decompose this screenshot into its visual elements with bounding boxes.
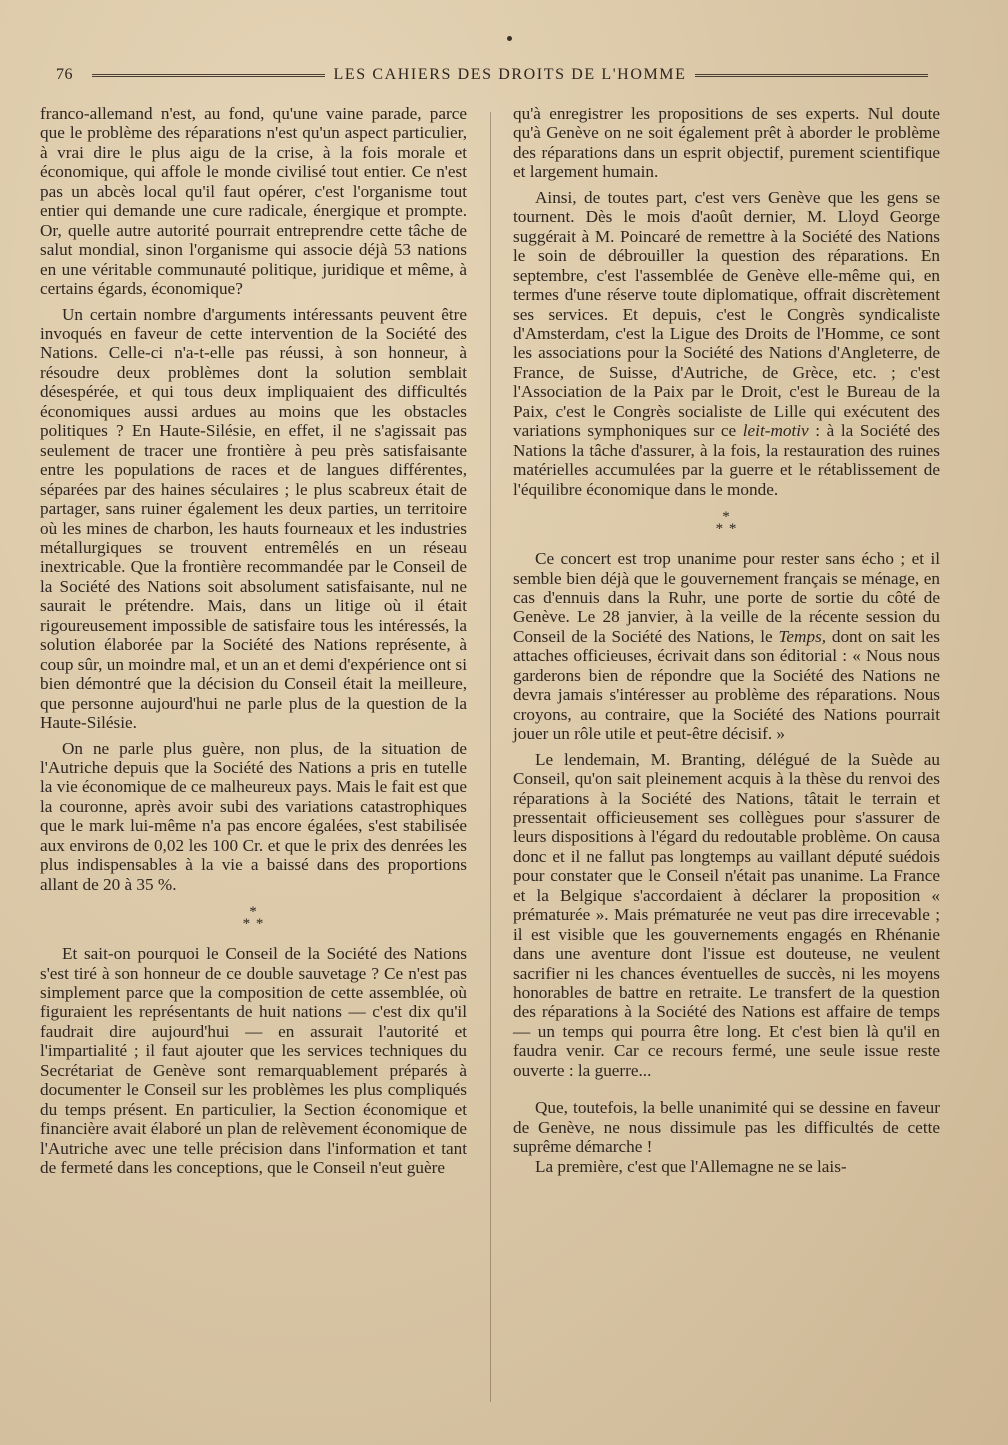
paragraph: Que, toutefois, la belle unanimité qui se dessine en faveur de Genève, ne nous dissimule pas les difficultés de cette suprême démarche !: [513, 1098, 940, 1157]
paragraph: Ce concert est trop unanime pour rester sans écho ; et il semble bien déjà que le gouvernement français se ménage, en cas d'ennuis dans la Ruhr, une porte de sortie du côté de Genève. Le 28 janvier, à la veille de la récente session du Conseil de la Société des Nations, le Temps, dont on sait les attaches officieuses, écrivait dans son éditorial : « Nous nous garderons bien de répondre que la Société des Nations ne devra jamais s'intéresser au problème des réparations. Nous croyons, au contraire, que la Société des Nations pourrait jouer un rôle utile et peut-être décisif. »: [513, 549, 940, 744]
section-break-asterism: * * *: [715, 509, 738, 538]
paragraph: Le lendemain, M. Branting, délégué de la Suède au Conseil, qu'on sait pleinement acquis à la thèse du renvoi des réparations à la Société des Nations, tâtait le terrain et pressentait officieusement ses collègues pour s'assurer de leurs dispositions à l'égard du redoutable problème. On causa donc et il ne fallut pas longtemps au vaillant député suédois pour constater que le Conseil n'était pas unanime. La France et la Belgique s'accordaient à déclarer la proposition « prématurée ». Mais prématurée ne veut pas dire irrecevable ; il est visible que les gouvernements engagés en Rhénanie dans une aventure dont l'issue est douteuse, ne veulent sacrifier ni les chances éventuelles de succès, ni les moyens honorables de battre en retraite. Le transfert de la question des réparations à la Société des Nations est affaire de temps — un temps qui pourra être long. Et c'est bien là qu'il en faudra venir. Car ce recours fermé, une seule issue reste ouverte : la guerre...: [513, 749, 940, 1080]
italic-newspaper-name: Temps,: [778, 626, 827, 646]
paragraph: Ainsi, de toutes part, c'est vers Genève que les gens se tournent. Dès le mois d'août dernier, M. Lloyd George suggérait à M. Poincaré de remettre à la Société des Nations le soin de débrouiller la question des réparations. En septembre, c'est l'assemblée de Genève elle-même qui, en termes d'une réserve toute diplomatique, offrait discrètement ses services. Et depuis, c'est le Congrès syndicaliste d'Amsterdam, c'est la Ligue des Droits de l'Homme, ce sont les associations pour la Société des Nations d'Angleterre, de France, de Suisse, d'Autriche, de Grèce, etc. ; c'est l'Association de la Paix par le Droit, c'est le Bureau de la Paix, c'est le Congrès socialiste de Lille qui exécutent des variations symphoniques sur ce leit-motiv : à la Société des Nations la tâche d'assurer, à la fois, la restauration des ruines matérielles accumulées par la guerre et le rétablissement de l'équilibre économique dans le monde.: [513, 187, 940, 499]
paragraph: qu'à enregistrer les propositions de ses experts. Nul doute qu'à Genève on ne soit également prêt à aborder le problème des réparations dans un esprit objectif, purement scientifique et largement humain.: [513, 104, 940, 182]
running-title: LES CAHIERS DES DROITS DE L'HOMME: [333, 66, 687, 83]
print-speck: [507, 36, 512, 41]
paragraph: Un certain nombre d'arguments intéressants peuvent être invoqués en faveur de cette intervention de la Société des Nations. Celle-ci n'a-t-elle pas réussi, à son honneur, à résoudre deux problèmes dont la solution semblait désespérée, et qui tous deux impliquaient des difficultés économiques aussi ardues au moins que les obstacles politiques ? En Haute-Silésie, en effet, il ne s'agissait pas seulement de tracer une frontière à peu près satisfaisante entre les populations de races et de langues différentes, séparées par des haines séculaires ; le plus scabreux était de partager, sans ruiner également les deux parties, un territoire où les mines de charbon, les hauts fourneaux et les industries métallurgiques se trouvent entremêlés en un réseau inextricable. Que la frontière recommandée par le Conseil de la Société des Nations soit absolument satisfaisante, nul ne saurait le prétendre. Mais, dans un litige où il était rigoureusement impossible de satisfaire tous les intéressés, la solution élaborée par la Société des Nations représente, à coup sûr, un moindre mal, et un an et demi d'expérience ont si bien démontré que la décision du Conseil était la meilleure, que personne aujourd'hui ne parle plus de la question de la Haute-Silésie.: [40, 304, 467, 733]
page-number: 76: [56, 66, 73, 83]
left-column: [40, 104, 467, 1178]
header-rule-right: [695, 74, 928, 77]
header-rule-left: [92, 74, 325, 77]
italic-term: leit-motiv: [742, 421, 809, 441]
right-column: [513, 104, 940, 1176]
paragraph: Et sait-on pourquoi le Conseil de la Société des Nations s'est tiré à son honneur de ce double sauvetage ? Ce n'est pas simplement parce que la composition de cette assemblée, où figuraient les représentants de huit nations — c'est dix qu'il faudrait dire aujourd'hui — en assurait l'autorité et l'impartialité ; il faut ajouter que les services techniques du Secrétariat de Genève sont remarquablement préparés à documenter le Conseil sur les problèmes les plus compliqués du temps présent. En particulier, la Section économique et financière avait élaboré un plan de relèvement économique de l'Autriche avec une telle précision dans l'information et tant de fermeté dans les conceptions, que le Conseil n'eut guère: [40, 944, 467, 1178]
paragraph: La première, c'est que l'Allemagne ne se lais-: [535, 1156, 847, 1176]
paragraph: On ne parle plus guère, non plus, de la situation de l'Autriche depuis que la Société des Nations a pris en tutelle la vie économique de ce malheureux pays. Mais le fait est que la couronne, après avoir subi des variations catastrophiques que le mark lui-même n'a pas encore égalées, s'est stabilisée aux environs de 0,02 les 100 Cr. et que le prix des denrées les plus indispensables à la vie a baissé dans des proportions allant de 20 à 35 %.: [40, 738, 467, 894]
paragraph: franco-allemand n'est, au fond, qu'une vaine parade, parce que le problème des réparations n'est qu'un aspect particulier, à vrai dire le plus aigu de la crise, à la fois morale et économique, qui affole le monde civilisé tout entier. Ce n'est pas un abcès local qu'il faut opérer, c'est l'organisme tout entier qui demande une cure radicale, énergique et prompte. Or, quelle autre autorité pourrait entreprendre cette tâche de salut mondial, sinon l'organisme qui associe déjà 53 nations en une véritable communauté politique, juridique et même, à certains égards, économique?: [40, 104, 467, 299]
section-break-asterism: * * *: [242, 904, 265, 933]
column-divider: [490, 112, 491, 1402]
page-header: [56, 60, 936, 90]
